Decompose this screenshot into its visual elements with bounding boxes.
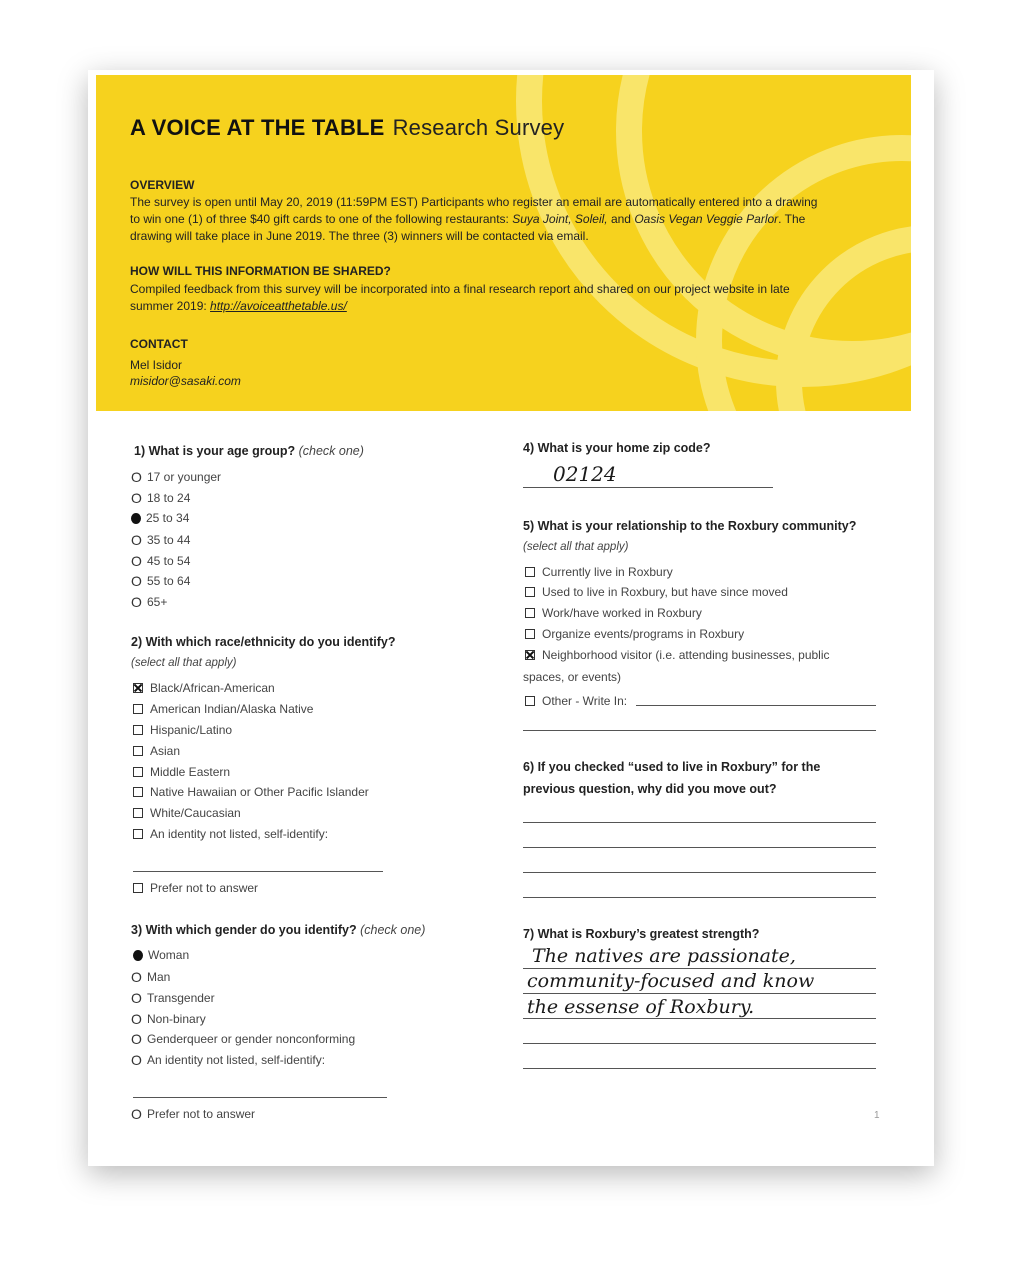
contact-email: misidor@sasaki.com <box>130 374 241 388</box>
shared-text: Compiled feedback from this survey will be incorporated into a final research report and shared on our project website in late summer 2019: http://avoiceatthetable.us/ <box>130 282 790 313</box>
race-option[interactable]: Hispanic/Latino <box>133 723 232 737</box>
answer-line[interactable] <box>523 968 876 969</box>
strength-answer-line-3[interactable]: the essense of Roxbury. <box>527 996 755 1018</box>
answer-line[interactable] <box>523 822 876 823</box>
gender-option[interactable]: O Transgender <box>131 990 215 1006</box>
race-option[interactable]: An identity not listed, self-identify: <box>133 827 328 841</box>
answer-line[interactable] <box>523 1068 876 1069</box>
question-relationship-hint: (select all that apply) <box>523 541 629 553</box>
race-option-checked[interactable]: Black/African-American <box>133 681 275 695</box>
radio-icon[interactable]: O <box>131 1106 142 1122</box>
age-option[interactable]: O 65+ <box>131 594 168 610</box>
checkbox-icon[interactable] <box>133 746 143 756</box>
answer-line[interactable] <box>523 993 876 994</box>
race-option[interactable]: Middle Eastern <box>133 765 230 779</box>
age-option[interactable]: O 45 to 54 <box>131 553 191 569</box>
age-option[interactable]: O 18 to 24 <box>131 490 191 506</box>
race-prefer-not[interactable]: Prefer not to answer <box>133 881 258 895</box>
race-option[interactable]: Native Hawaiian or Other Pacific Islander <box>133 785 369 799</box>
radio-icon[interactable]: O <box>131 490 142 506</box>
zip-answer[interactable]: 02124 <box>553 462 617 486</box>
question-moved-out-line2: previous question, why did you move out? <box>523 782 777 796</box>
answer-line[interactable] <box>523 1018 876 1019</box>
radio-icon[interactable]: O <box>131 573 142 589</box>
other-write-in-line-2[interactable] <box>523 730 876 731</box>
zip-line[interactable] <box>523 487 773 488</box>
radio-filled-icon[interactable] <box>131 513 141 524</box>
relationship-option[interactable]: Used to live in Roxbury, but have since moved <box>525 585 788 599</box>
checkbox-icon[interactable] <box>133 704 143 714</box>
age-option-selected[interactable]: 25 to 34 <box>131 511 189 525</box>
checkbox-checked-icon[interactable] <box>133 683 143 693</box>
answer-line[interactable] <box>523 872 876 873</box>
question-race: 2) With which race/ethnicity do you identify? <box>131 635 396 649</box>
question-strength: 7) What is Roxbury’s greatest strength? <box>523 927 760 941</box>
age-option[interactable]: O 35 to 44 <box>131 532 191 548</box>
contact-heading: CONTACT <box>130 337 188 351</box>
project-website-link[interactable]: http://avoiceatthetable.us/ <box>210 299 347 313</box>
relationship-option[interactable]: Work/have worked in Roxbury <box>525 606 702 620</box>
answer-line[interactable] <box>523 847 876 848</box>
gender-option[interactable]: O Non-binary <box>131 1011 206 1027</box>
checkbox-icon[interactable] <box>525 608 535 618</box>
checkbox-icon[interactable] <box>133 829 143 839</box>
radio-icon[interactable]: O <box>131 532 142 548</box>
relationship-other[interactable]: Other - Write In: <box>525 694 627 708</box>
relationship-option[interactable]: Organize events/programs in Roxbury <box>525 627 744 641</box>
race-option[interactable]: Asian <box>133 744 180 758</box>
overview-text: The survey is open until May 20, 2019 (11:59PM EST) Participants who register an email are automatically entered into a drawing to win one (1) of three $40 gift cards to one of the following restaurants: Suya Joint, Soleil, and Oasis Vegan Veggie Parlor. The drawing will take place in June 2019. The three (3) winners will be contacted via email. <box>130 195 818 243</box>
shared-heading: HOW WILL THIS INFORMATION BE SHARED? <box>130 264 391 278</box>
checkbox-icon[interactable] <box>525 567 535 577</box>
other-write-in-line[interactable] <box>636 705 876 706</box>
race-write-in-line[interactable] <box>133 871 383 872</box>
question-gender: 3) With which gender do you identify? (check one) <box>131 923 426 937</box>
radio-icon[interactable]: O <box>131 1052 142 1068</box>
checkbox-icon[interactable] <box>525 629 535 639</box>
relationship-option[interactable]: Currently live in Roxbury <box>525 565 673 579</box>
radio-icon[interactable]: O <box>131 1011 142 1027</box>
radio-icon[interactable]: O <box>131 553 142 569</box>
race-option[interactable]: White/Caucasian <box>133 806 241 820</box>
radio-icon[interactable]: O <box>131 969 142 985</box>
radio-filled-icon[interactable] <box>133 950 143 961</box>
gender-option-selected[interactable]: Woman <box>133 948 189 962</box>
radio-icon[interactable]: O <box>131 1031 142 1047</box>
race-option[interactable]: American Indian/Alaska Native <box>133 702 313 716</box>
checkbox-icon[interactable] <box>525 587 535 597</box>
checkbox-icon[interactable] <box>525 696 535 706</box>
gender-write-in-line[interactable] <box>133 1097 387 1098</box>
contact-name: Mel Isidor <box>130 358 183 372</box>
question-moved-out: 6) If you checked “used to live in Roxbury” for the <box>523 760 821 774</box>
checkbox-icon[interactable] <box>133 725 143 735</box>
strength-answer-line-1[interactable]: The natives are passionate, <box>532 945 796 967</box>
question-race-hint: (select all that apply) <box>131 657 237 669</box>
relationship-option-continued: spaces, or events) <box>523 670 622 684</box>
radio-icon[interactable]: O <box>131 990 142 1006</box>
radio-icon[interactable]: O <box>131 594 142 610</box>
question-zip: 4) What is your home zip code? <box>523 441 711 455</box>
age-option[interactable]: O 55 to 64 <box>131 573 191 589</box>
checkbox-checked-icon[interactable] <box>525 650 535 660</box>
answer-line[interactable] <box>523 1043 876 1044</box>
page-number: 1 <box>874 1110 880 1121</box>
checkbox-icon[interactable] <box>133 883 143 893</box>
age-option[interactable]: O 17 or younger <box>131 469 222 485</box>
question-age: 1) What is your age group? (check one) <box>134 444 364 458</box>
gender-option[interactable]: O Genderqueer or gender nonconforming <box>131 1031 356 1047</box>
gender-prefer-not[interactable]: O Prefer not to answer <box>131 1106 256 1122</box>
answer-line[interactable] <box>523 897 876 898</box>
overview-heading: OVERVIEW <box>130 178 195 192</box>
radio-icon[interactable]: O <box>131 469 142 485</box>
gender-option[interactable]: O An identity not listed, self-identify: <box>131 1052 326 1068</box>
question-relationship: 5) What is your relationship to the Roxbury community? <box>523 519 857 533</box>
survey-header <box>96 75 911 411</box>
page-title <box>130 115 564 141</box>
checkbox-icon[interactable] <box>133 787 143 797</box>
title-main: A VOICE AT THE TABLE <box>130 115 385 140</box>
gender-option[interactable]: O Man <box>131 969 171 985</box>
title-sub: Research Survey <box>392 115 565 140</box>
strength-answer-line-2[interactable]: community-focused and know <box>527 970 815 992</box>
checkbox-icon[interactable] <box>133 767 143 777</box>
checkbox-icon[interactable] <box>133 808 143 818</box>
relationship-option-checked[interactable]: Neighborhood visitor (i.e. attending businesses, public <box>525 648 830 662</box>
